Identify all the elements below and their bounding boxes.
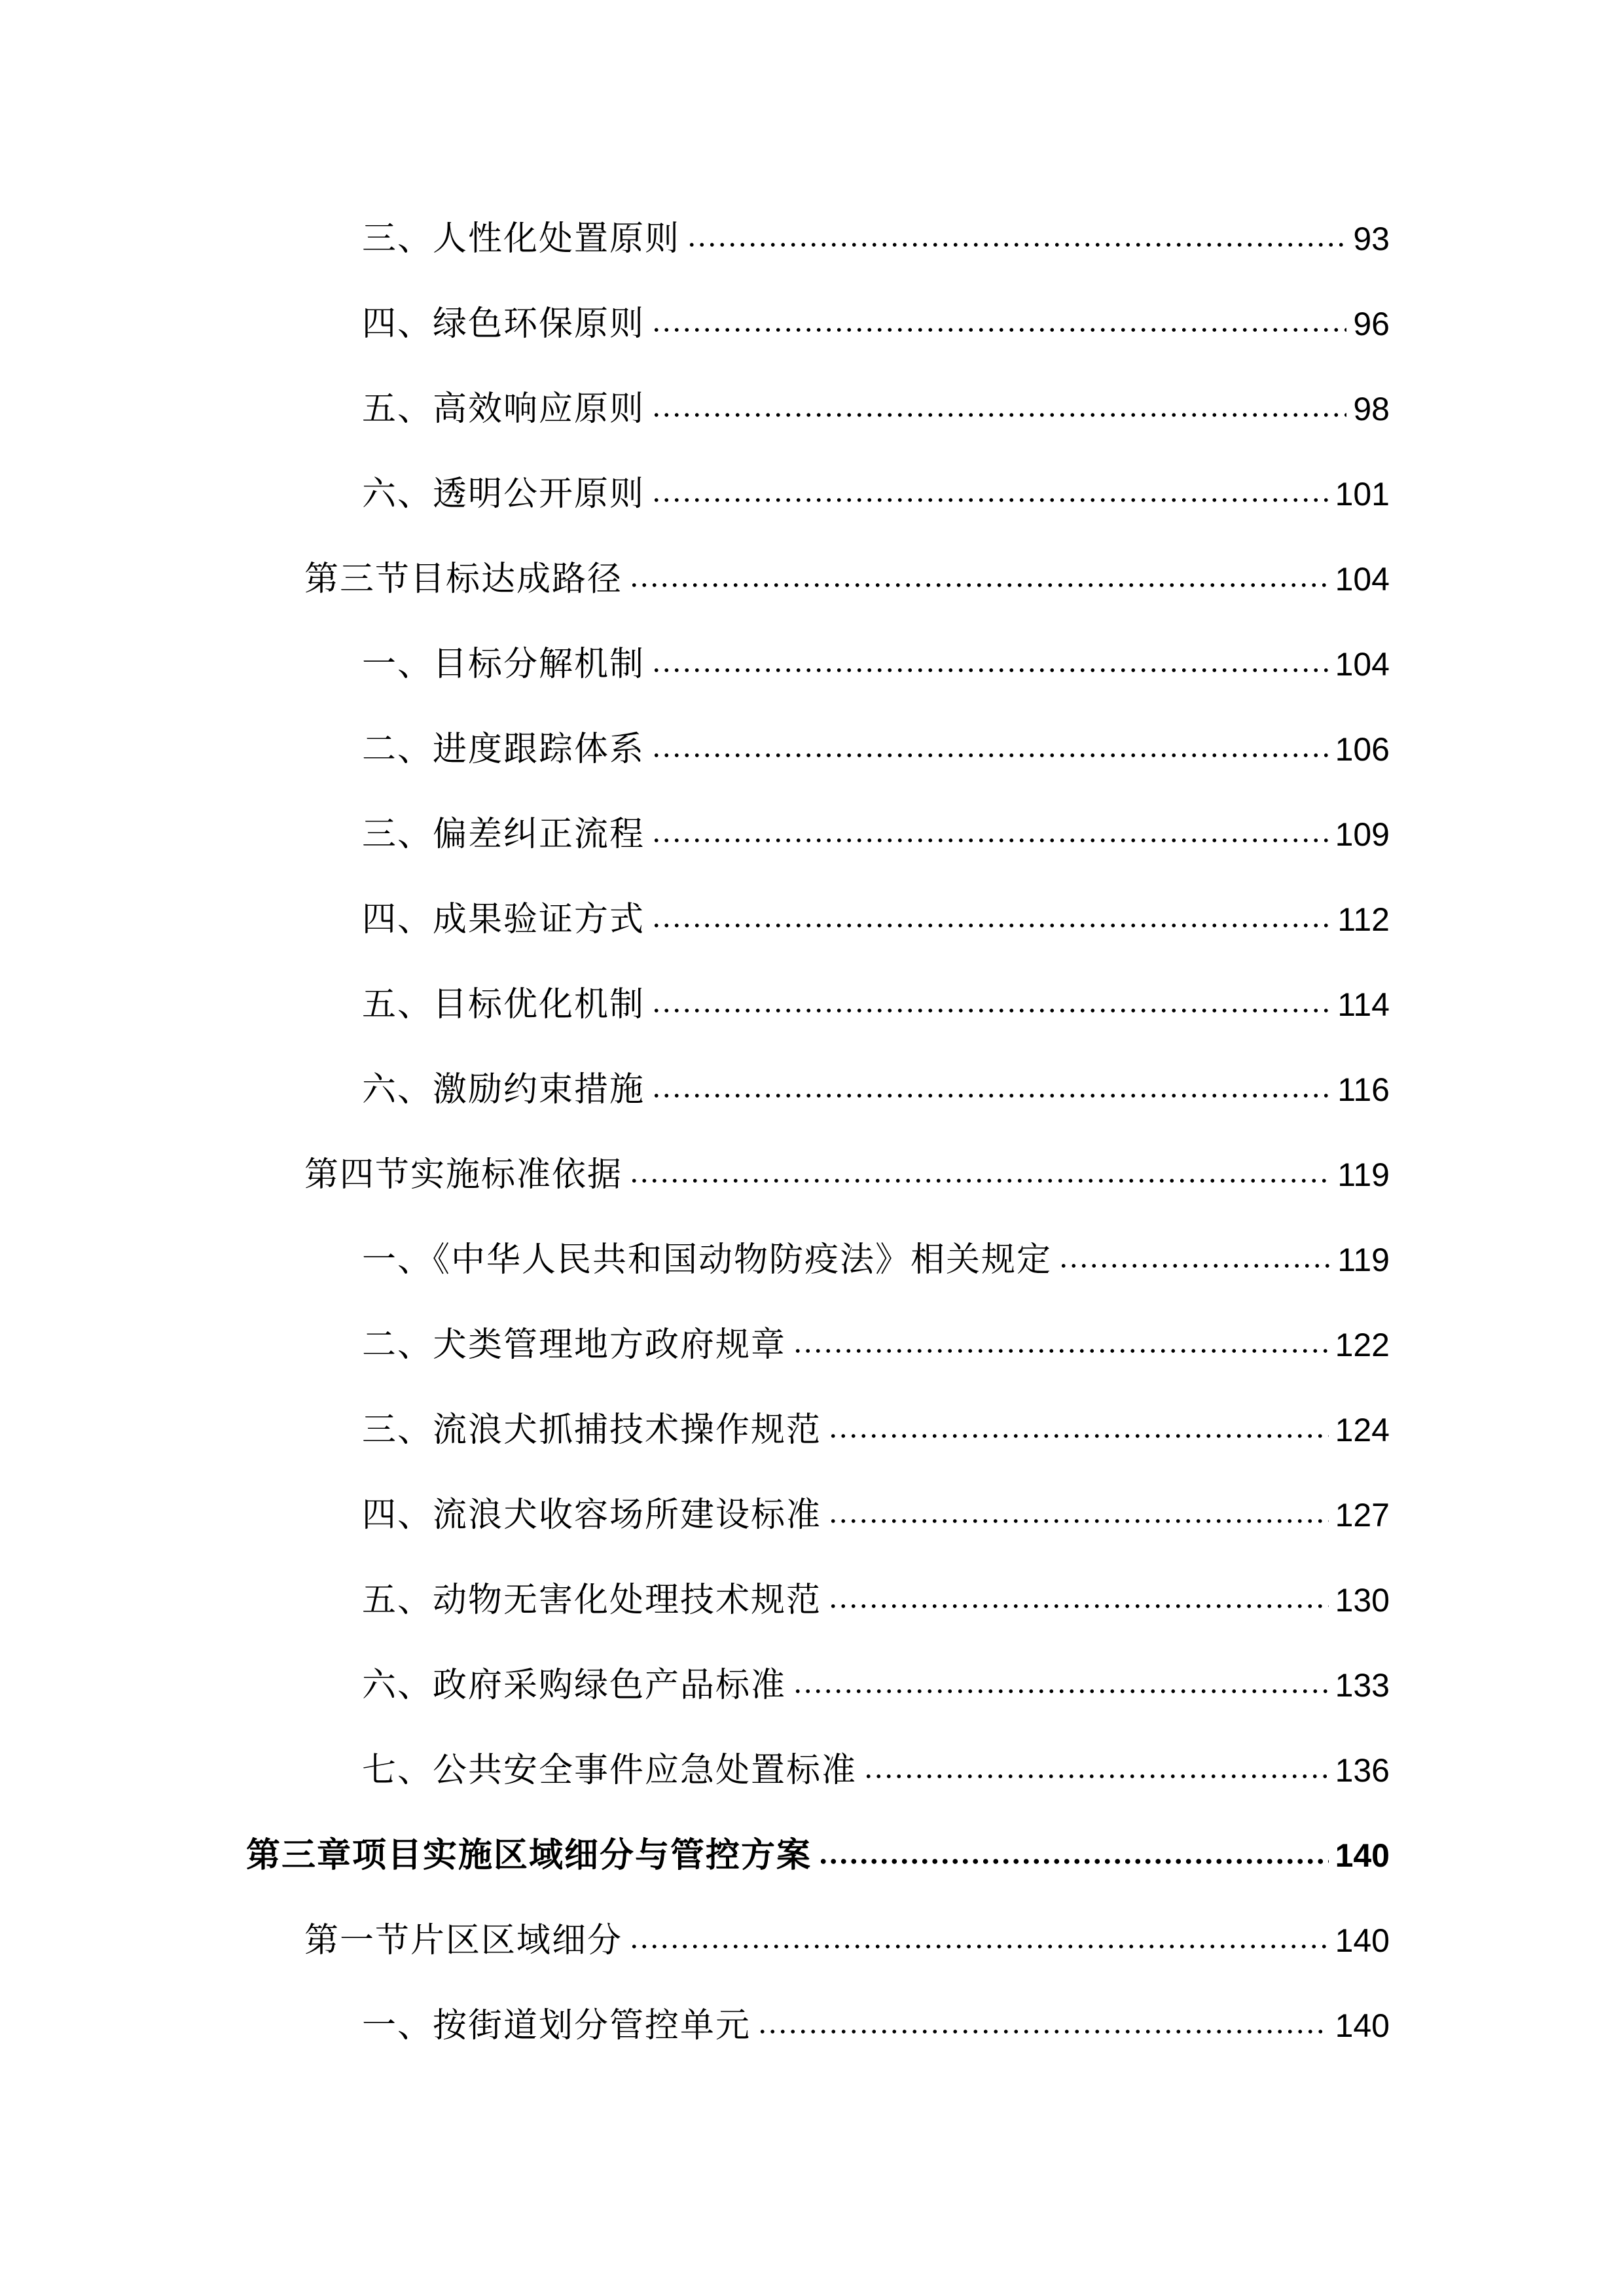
toc-dot-leader bbox=[651, 1008, 1331, 1013]
toc-entry[interactable] bbox=[362, 373, 1390, 445]
toc-entry-title: 第三章项目实施区域细分与管控方案 bbox=[246, 1836, 812, 1875]
toc-entry-title: 五、动物无害化处理技术规范 bbox=[362, 1581, 822, 1620]
toc-entry-page: 104 bbox=[1335, 646, 1390, 683]
toc-entry-page: 140 bbox=[1335, 1837, 1390, 1874]
toc-entry[interactable] bbox=[362, 628, 1390, 700]
toc-entry-title: 第四节实施标准依据 bbox=[304, 1155, 623, 1194]
toc-entry-title: 四、成果验证方式 bbox=[362, 900, 645, 939]
toc-dot-leader bbox=[757, 2029, 1329, 2034]
toc-dot-leader bbox=[651, 327, 1346, 332]
toc-entry-page: 101 bbox=[1335, 476, 1390, 512]
toc-entry[interactable] bbox=[362, 1479, 1390, 1551]
toc-entry-page: 116 bbox=[1337, 1071, 1390, 1108]
toc-dot-leader bbox=[651, 412, 1346, 418]
toc-dot-leader bbox=[793, 1689, 1329, 1694]
toc-entry-title: 五、目标优化机制 bbox=[362, 985, 645, 1024]
toc-entry[interactable] bbox=[362, 1990, 1390, 2062]
toc-dot-leader bbox=[828, 1604, 1329, 1609]
toc-entry-page: 96 bbox=[1353, 306, 1390, 342]
toc-entry-page: 112 bbox=[1337, 901, 1390, 938]
toc-entry-title: 第一节片区区域细分 bbox=[304, 1921, 623, 1960]
toc-entry-page: 119 bbox=[1337, 1242, 1390, 1278]
toc-entry[interactable] bbox=[362, 1309, 1390, 1381]
toc-entry-title: 六、激励约束措施 bbox=[362, 1070, 645, 1109]
toc-entry-title: 四、绿色环保原则 bbox=[362, 304, 645, 344]
toc-entry[interactable] bbox=[362, 288, 1390, 360]
toc-entry[interactable] bbox=[362, 1054, 1390, 1126]
toc-entry-page: 119 bbox=[1337, 1157, 1390, 1193]
toc-dot-leader bbox=[863, 1774, 1329, 1779]
toc-entry[interactable] bbox=[362, 713, 1390, 785]
toc-entry-title: 一、目标分解机制 bbox=[362, 645, 645, 684]
toc-dot-leader bbox=[687, 242, 1346, 247]
toc-dot-leader bbox=[629, 583, 1329, 588]
toc-entry-page: 114 bbox=[1337, 986, 1390, 1023]
toc-entry-title: 一、按街道划分管控单元 bbox=[362, 2006, 751, 2045]
toc-entry-title: 二、进度跟踪体系 bbox=[362, 730, 645, 769]
toc-entry-title: 七、公共安全事件应急处置标准 bbox=[362, 1751, 857, 1790]
toc-entry-page: 133 bbox=[1335, 1667, 1390, 1704]
toc-entry-page: 98 bbox=[1353, 391, 1390, 427]
toc-entry-page: 124 bbox=[1335, 1412, 1390, 1448]
toc-entry-title: 五、高效响应原则 bbox=[362, 389, 645, 429]
toc-dot-leader bbox=[793, 1348, 1329, 1354]
toc-dot-leader bbox=[651, 497, 1329, 503]
toc-entry[interactable] bbox=[362, 1564, 1390, 1636]
toc-entry[interactable] bbox=[304, 1139, 1390, 1211]
toc-dot-leader bbox=[818, 1858, 1329, 1865]
toc-dot-leader bbox=[629, 1944, 1329, 1949]
toc-entry-title: 四、流浪犬收容场所建设标准 bbox=[362, 1496, 822, 1535]
toc-entry-title: 六、透明公开原则 bbox=[362, 475, 645, 514]
toc-entry[interactable] bbox=[362, 884, 1390, 956]
toc-dot-leader bbox=[651, 753, 1329, 758]
toc-entry-title: 一、《中华人民共和国动物防疫法》相关规定 bbox=[362, 1240, 1053, 1280]
toc-dot-leader bbox=[1058, 1263, 1331, 1268]
toc-entry-page: 122 bbox=[1335, 1327, 1390, 1363]
toc-entry[interactable] bbox=[362, 1224, 1390, 1296]
toc-entry-page: 109 bbox=[1335, 816, 1390, 853]
toc-entry[interactable] bbox=[304, 1905, 1390, 1977]
toc-entry-page: 136 bbox=[1335, 1752, 1390, 1789]
toc-entry-page: 104 bbox=[1335, 561, 1390, 598]
toc-dot-leader bbox=[828, 1433, 1329, 1439]
toc-entry-page: 140 bbox=[1335, 1922, 1390, 1959]
toc-entry-page: 93 bbox=[1353, 221, 1390, 257]
toc-entry-page: 127 bbox=[1335, 1497, 1390, 1534]
toc-entry[interactable] bbox=[304, 543, 1390, 615]
toc-entry[interactable] bbox=[246, 1820, 1390, 1892]
toc-entry-title: 三、偏差纠正流程 bbox=[362, 815, 645, 854]
toc-entry[interactable] bbox=[362, 458, 1390, 530]
toc-entry[interactable] bbox=[362, 969, 1390, 1041]
toc-entry-title: 三、流浪犬抓捕技术操作规范 bbox=[362, 1410, 822, 1450]
toc-entry-title: 第三节目标达成路径 bbox=[304, 560, 623, 599]
toc-entry-page: 106 bbox=[1335, 731, 1390, 768]
toc-entry[interactable] bbox=[362, 1649, 1390, 1721]
toc-dot-leader bbox=[629, 1178, 1331, 1183]
toc-dot-leader bbox=[651, 1093, 1331, 1098]
toc-entry-title: 二、犬类管理地方政府规章 bbox=[362, 1325, 787, 1365]
toc-dot-leader bbox=[651, 838, 1329, 843]
toc-entry-title: 六、政府采购绿色产品标准 bbox=[362, 1666, 787, 1705]
toc-entry-title: 三、人性化处置原则 bbox=[362, 219, 681, 259]
toc-entry[interactable] bbox=[362, 203, 1390, 275]
toc-entry[interactable] bbox=[362, 1734, 1390, 1806]
toc-entry-page: 130 bbox=[1335, 1582, 1390, 1619]
toc-dot-leader bbox=[828, 1518, 1329, 1524]
toc-entry[interactable] bbox=[362, 1394, 1390, 1466]
toc-entry-page: 140 bbox=[1335, 2007, 1390, 2044]
toc-entry[interactable] bbox=[362, 798, 1390, 870]
toc-dot-leader bbox=[651, 923, 1331, 928]
toc-dot-leader bbox=[651, 668, 1329, 673]
